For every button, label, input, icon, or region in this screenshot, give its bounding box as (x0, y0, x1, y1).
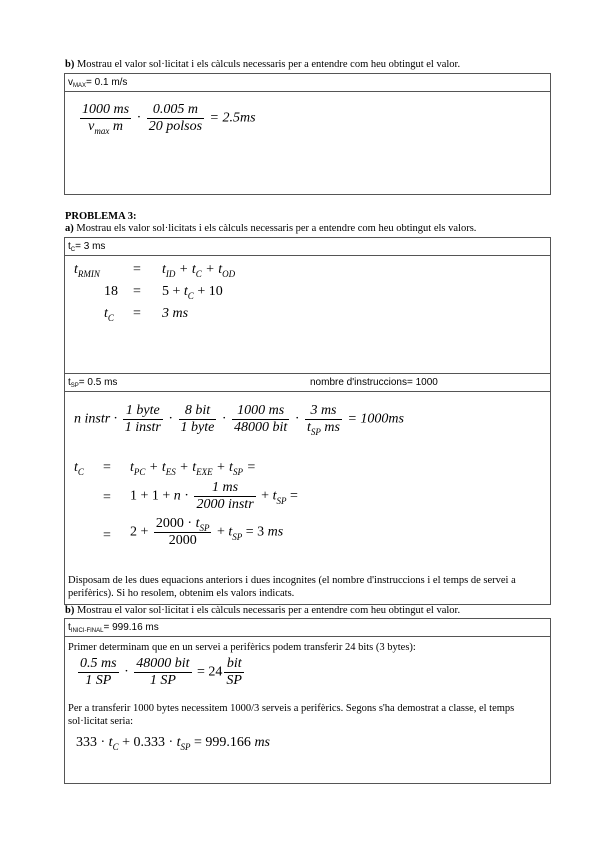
divider (64, 373, 551, 374)
eq-op: = (133, 284, 141, 299)
eq-trmin: $t_{RMIN}$ (74, 262, 100, 279)
eq-op: = (133, 262, 141, 277)
eq-op: = (103, 528, 111, 543)
divider (64, 636, 551, 637)
problem3-title: PROBLEMA 3: (65, 211, 137, 222)
eq-op: = (103, 460, 111, 475)
eq-tc: $t_C$ (104, 306, 114, 323)
divider (64, 391, 551, 392)
eq-24bits: $\frac{0.5 ms}{1 SP}$ · $\frac{\text{48000 bit}}{1 SP}$ = 24 $\frac{\text{bit}}{SP}$ (80, 656, 242, 688)
divider (64, 255, 551, 256)
eq-rhs: $5 + t_C + 10$ (162, 284, 223, 301)
eq-18: 18 (104, 284, 118, 299)
para2: Per a transferir 1000 bytes necessitem 1000/3 serveis a perifèrics. Segons s'ha demostrat a classe, el temps sol·licitat seria: (68, 703, 515, 727)
eq-total-time: $333 \cdot t_C + 0.333 \cdot t_{SP} = 999.166$ ms (76, 735, 270, 752)
eq-rhs: $t_{PC} + t_{ES} + t_{EXE} + t_{SP}$ = (130, 460, 256, 477)
conclusion-text: Disposam de les dues equacions anteriors i dues incognites (el nombre d'instruccions i el temps de servei a perifèrics). Si ho resolem, obtenim els valors indicats. (68, 575, 516, 599)
n-instr-answer: nombre d'instruccions= 1000 (310, 377, 438, 388)
vmax-equation: $\frac{1000 ms}{v_{max} m}$ · $\frac{0.005 m}{\text{20 polsos}}$ = 2.5ms (82, 102, 256, 136)
tsp-answer: $t_{SP}= 0.5$ ms (68, 377, 118, 389)
eq-tc-line3: 2 + $\frac{2000 \cdot t_{SP}}{2000}$ + $t_{SP} = 3$ ms (130, 516, 284, 548)
tc-answer: $t_C= 3$ ms (68, 241, 106, 253)
eq-rhs: $t_{ID} + t_C + t_{OD}$ (162, 262, 236, 279)
eq-op: = (133, 306, 141, 321)
eq-tc-line1: $t_C$ (74, 460, 84, 477)
vmax-answer: $v_{MAX}= 0.1$ m/s (68, 77, 128, 89)
part-b2-heading: b) Mostrau el valor sol·licitat i els càlculs necessaris per a entendre com heu obtingut el valor. (65, 605, 461, 616)
part-a-heading: a) Mostrau els valor sol·licitats i els càlculs necessaris per a entendre com heu obtingut els valors. (65, 223, 477, 234)
eq-tc-line2: 1 + 1 + n · $\frac{1 ms}{\text{2000 instr}}$ + $t_{SP}$ = (130, 480, 298, 512)
part-b1-heading: b) Mostrau el valor sol·licitat i els càlculs necessaris per a entendre com heu obtingut el valor. (65, 59, 461, 70)
eq-op: = (103, 490, 111, 505)
divider (64, 91, 551, 92)
eq-rhs: 3 ms (162, 306, 189, 321)
tinici-answer: $t_{INICI-FINAL}= 999.16$ ms (68, 622, 159, 634)
eq-n-instr: n instr · $\frac{\text{1 byte}}{\text{1 instr}}$ · $\frac{\text{8 bit}}{\text{1 byte}}$ · $\frac{1000 ms}{\text{48000 bit}}$ · $\frac{3 ms}{t_{SP} ms}$ = 1000ms (74, 403, 404, 437)
para1: Primer determinam que en un servei a perifèrics podem transferir 24 bits (3 bytes): (68, 642, 416, 653)
